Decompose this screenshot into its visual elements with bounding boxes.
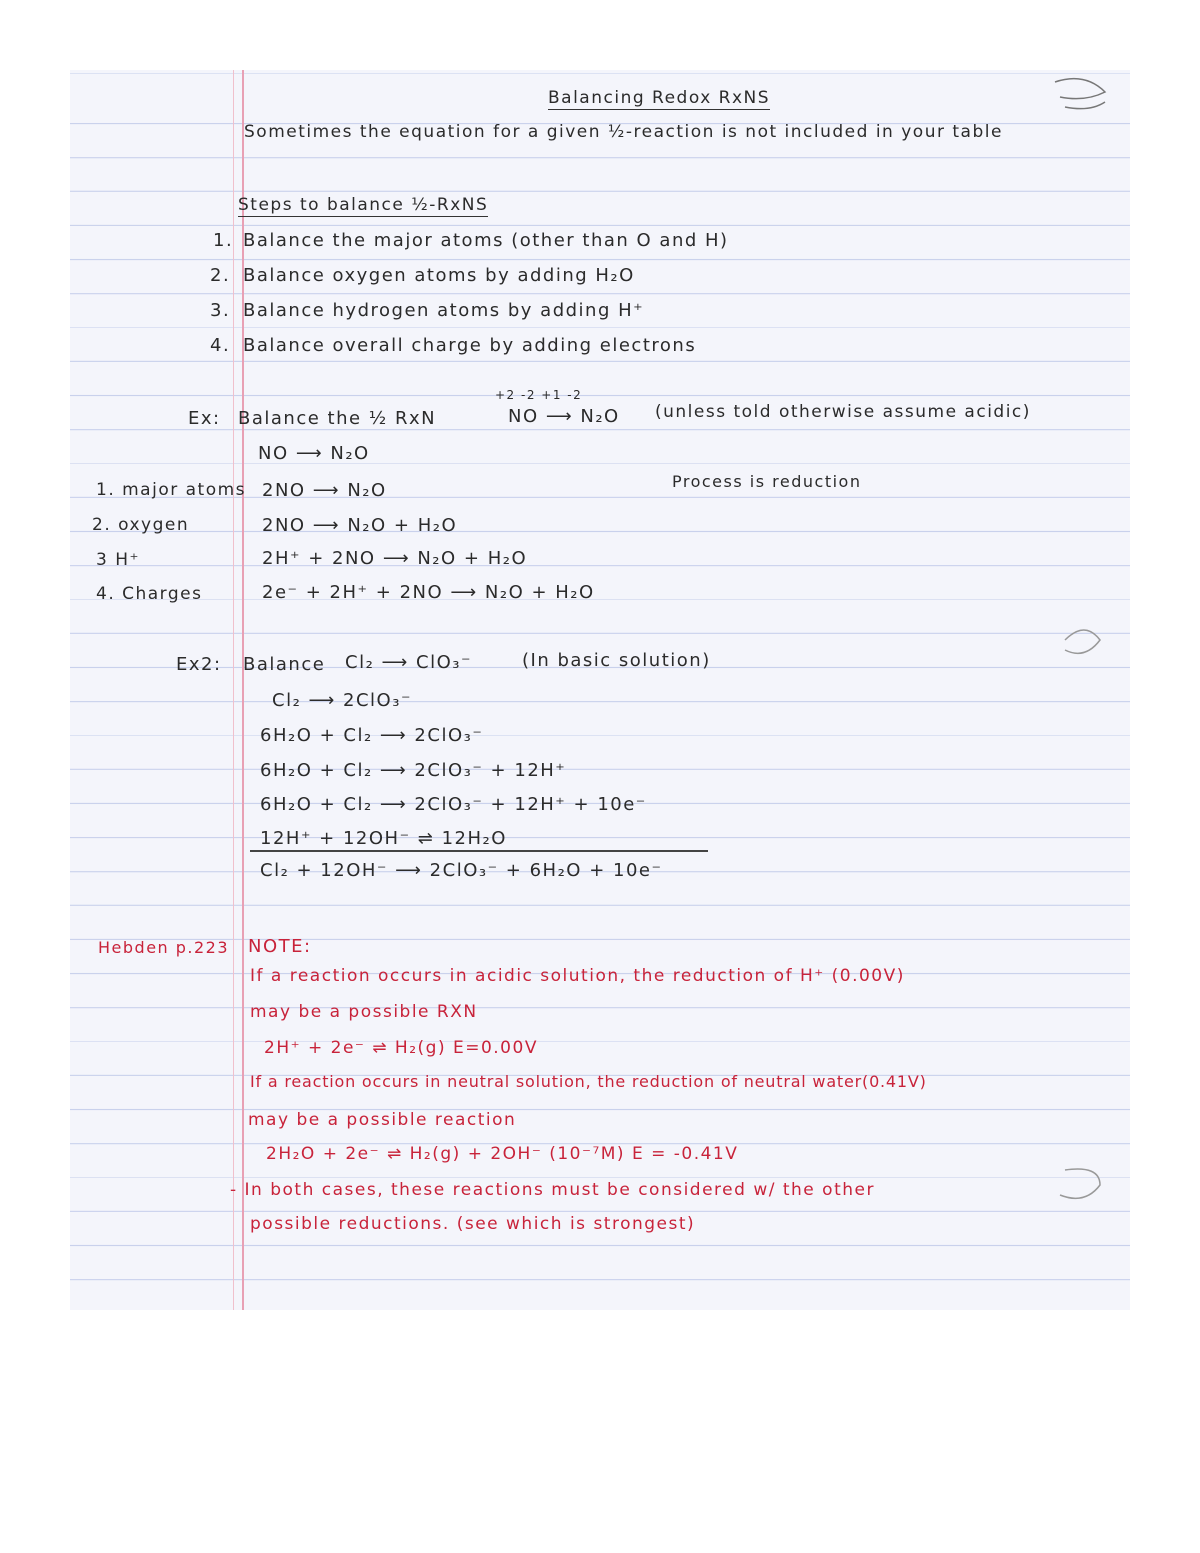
sum-divider (250, 850, 708, 852)
step-1-num: 1. (213, 230, 234, 251)
corner-scribble (1045, 72, 1125, 122)
step-3-num: 3. (210, 300, 231, 321)
ex1-line-4-eq: 2e⁻ + 2H⁺ + 2NO ⟶ N₂O + H₂O (262, 582, 595, 603)
ex1-line-1-label: 1. major atoms (96, 480, 247, 500)
note-line-3: If a reaction occurs in neutral solution, the reduction of neutral water(0.41V) (250, 1072, 927, 1091)
ex2-line-4: 12H⁺ + 12OH⁻ ⇌ 12H₂O (260, 828, 507, 849)
step-4-text: Balance overall charge by adding electrons (243, 335, 697, 356)
ex2-line-2: 6H₂O + Cl₂ ⟶ 2ClO₃⁻ + 12H⁺ (260, 760, 567, 781)
margin-scribble-2 (1055, 1160, 1115, 1210)
step-2-text: Balance oxygen atoms by adding H₂O (243, 265, 635, 286)
ex1-prompt: Balance the ½ RxN (238, 408, 437, 429)
ex1-line-1-eq: 2NO ⟶ N₂O (262, 480, 387, 501)
ex1-line-4-label: 4. Charges (96, 584, 203, 604)
note-line-5: 2H₂O + 2e⁻ ⇌ H₂(g) + 2OH⁻ (10⁻⁷M) E = -0.41V (266, 1144, 739, 1164)
margin-line (242, 70, 244, 1310)
ex2-condition: (In basic solution) (522, 650, 711, 671)
ex2-line-3: 6H₂O + Cl₂ ⟶ 2ClO₃⁻ + 12H⁺ + 10e⁻ (260, 794, 647, 815)
ex2-label: Ex2: (176, 654, 222, 675)
step-3-text: Balance hydrogen atoms by adding H⁺ (243, 300, 645, 321)
ex1-line-3-label: 3 H⁺ (96, 550, 140, 570)
intro-text: Sometimes the equation for a given ½-reaction is not included in your table (244, 122, 1003, 142)
ex2-line-1: 6H₂O + Cl₂ ⟶ 2ClO₃⁻ (260, 725, 484, 746)
notebook-paper (70, 70, 1130, 1310)
ex1-equation: NO ⟶ N₂O (508, 406, 620, 427)
page-title: Balancing Redox RxNS (548, 88, 771, 108)
note-line-0: If a reaction occurs in acidic solution, the reduction of H⁺ (0.00V) (250, 966, 905, 986)
ex1-process-note: Process is reduction (672, 472, 862, 491)
ex2-line-0: Cl₂ ⟶ 2ClO₃⁻ (272, 690, 412, 711)
ex1-oxidation-numbers: +2 -2 +1 -2 (495, 388, 583, 402)
ex1-assume-note: (unless told otherwise assume acidic) (655, 402, 1031, 422)
ex2-equation: Cl₂ ⟶ ClO₃⁻ (345, 652, 472, 673)
note-line-7: possible reductions. (see which is strongest) (250, 1214, 696, 1234)
note-line-2: 2H⁺ + 2e⁻ ⇌ H₂(g) E=0.00V (264, 1038, 538, 1058)
ex1-line-0-eq: NO ⟶ N₂O (258, 443, 370, 464)
step-4-num: 4. (210, 335, 231, 356)
note-line-4: may be a possible reaction (248, 1110, 517, 1130)
margin-line-inner (233, 70, 234, 1310)
ex1-line-3-eq: 2H⁺ + 2NO ⟶ N₂O + H₂O (262, 548, 528, 569)
note-reference: Hebden p.223 (98, 938, 230, 957)
margin-scribble-1 (1055, 620, 1115, 670)
step-1-text: Balance the major atoms (other than O and H) (243, 230, 729, 251)
ex1-line-2-label: 2. oxygen (92, 515, 190, 535)
note-line-6: - In both cases, these reactions must be considered w/ the other (230, 1180, 875, 1200)
step-2-num: 2. (210, 265, 231, 286)
ex2-line-5: Cl₂ + 12OH⁻ ⟶ 2ClO₃⁻ + 6H₂O + 10e⁻ (260, 860, 663, 881)
note-heading: NOTE: (248, 936, 312, 957)
note-line-1: may be a possible RXN (250, 1002, 478, 1022)
steps-heading: Steps to balance ½-RxNS (238, 195, 489, 215)
ex1-line-2-eq: 2NO ⟶ N₂O + H₂O (262, 515, 458, 536)
ex1-label: Ex: (188, 408, 221, 429)
ex2-prompt: Balance (243, 654, 326, 675)
